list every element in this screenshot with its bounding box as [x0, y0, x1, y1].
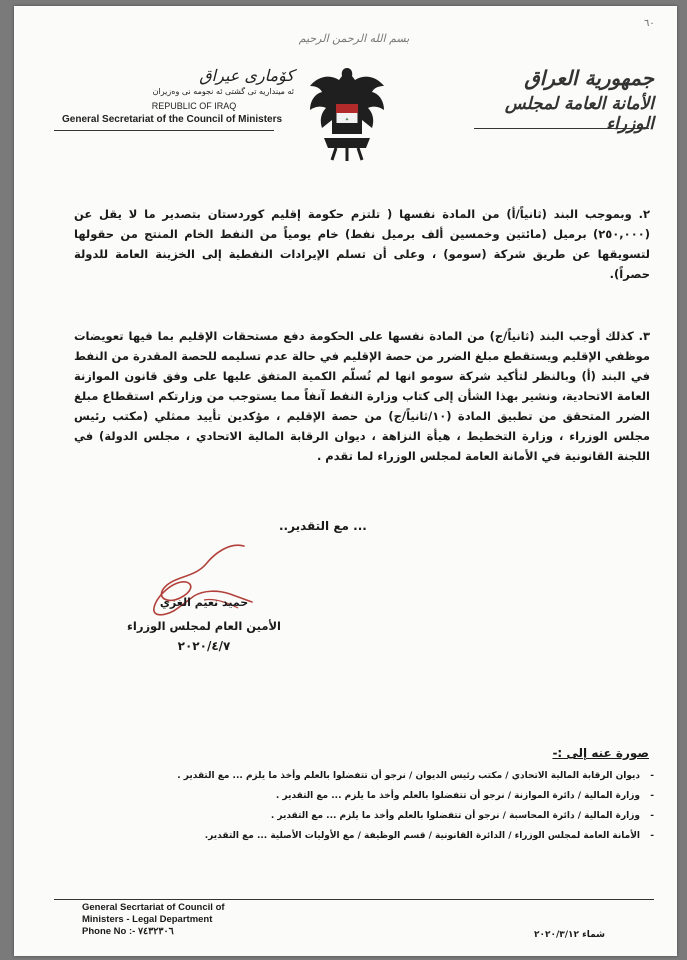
copy-recipient: - وزارة المالية / دائرة المحاسبة / نرجو أن تتفضلوا بالعلم وأخذ ما يلزم ... مع التقدير .: [94, 810, 654, 830]
header-left: [54, 66, 294, 125]
footer-line-2: Ministers - Legal Department: [82, 914, 213, 925]
document-page: [14, 6, 677, 956]
republic-arabic: جمهورية العراق: [524, 66, 654, 90]
footer-code: شماء ٢٠٢٠/٣/١٢: [534, 930, 606, 940]
closing-regards: ... مع التقدير..: [279, 519, 367, 533]
page-number: ٦٠: [644, 18, 655, 29]
paragraph-3: ٣. كذلك أوجب البند (ثانياً/ج) من المادة نفسها على الحكومة دفع مستحقات الإقليم بما فيها تعويضات موظفي الإقليم ويستقطع مبلغ الضرر من حصة الإقليم في حالة عدم تسليمه للحصة المقدرة من النفط في البند (أ) وبالنظر لتأكيد شركة سومو انها لم تُسلّم الكمية المتفق عليها على وفق قانون الموازنة العامة الاتحادية، ونشير بهذا الشأن إلى كتاب وزارة النفط آنفاً مما يستوجب من وزارتكم استقطاع مبلغ الضرر المتحقق من تطبيق المادة (١٠/ثانياً/ج) من حصة الإقليم ، مؤكدين تأييد ممثلي (مكتب رئيس مجلس الوزراء ، وزارة التخطيط ، هيأة النزاهة ، ديوان الرقابة المالية الاتحادي ، مجلس الدولة) في اللجنة القانونية في الأمانة العامة لمجلس الوزراء لما تقدم .: [73, 328, 650, 463]
iraq-eagle-emblem-icon: [306, 64, 388, 164]
header-left-rule: [54, 130, 274, 131]
signature-block: [124, 596, 284, 653]
copies-heading: [529, 746, 649, 760]
svg-text:✦: ✦: [344, 117, 350, 123]
footer-rule: [54, 899, 654, 900]
header-right: [474, 66, 654, 134]
basmala: بسم الله الرحمن الرحيم: [298, 32, 410, 45]
copies-heading-text: صورة عنه إلى :-: [552, 746, 649, 760]
footer-line-1: General Secrtariat of Council of: [82, 902, 225, 913]
copies-list: [94, 770, 654, 850]
footer-phone: Phone No :- ٧٤٣٢٣٠٦: [82, 926, 174, 937]
header-right-rule: [474, 128, 649, 129]
secretariat-label: General Secretariat of the Council of Ministers: [62, 114, 283, 125]
copy-recipient: - ديوان الرقابة المالية الاتحادي / مكتب رئيس الديوان / نرجو أن تتفضلوا بالعلم وأخذ ما يلزم ... مع التقدير .: [94, 770, 654, 790]
republic-label: REPUBLIC OF IRAQ: [151, 101, 237, 111]
paragraph-2: ٢. وبموجب البند (ثانياً/أ) من المادة نفسها ( تلتزم حكومة إقليم كوردستان بتصدير ما لا يقل عن (٢٥٠,٠٠٠) برميل (مائتين وخمسين ألف برميل نفط) خام يومياً من النفط الخام المنتج من حقولها لتسويقها عن طريق شركة (سومو) ، وعلى أن تسلم الإيرادات النفطية إلى الخزينة العامة للدولة حصراً).: [74, 206, 650, 281]
copy-recipient: - وزارة المالية / دائرة الموازنة / نرجو أن تتفضلوا بالعلم وأخذ ما يلزم ... مع التقدير .: [94, 790, 654, 810]
signatory-title: الأمين العام لمجلس الوزراء: [127, 619, 281, 633]
signature-date: ٢٠٢٠/٤/٧: [177, 639, 231, 653]
copy-recipient: - الأمانة العامة لمجلس الوزراء / الدائرة القانونية / قسم الوظيفة / مع الأوليات الأصلية ... مع التقدير.: [94, 830, 654, 850]
signatory-name: حميد نعيم الغزي: [159, 596, 249, 609]
kurdish-title: كۆمارى عيراق: [199, 66, 294, 85]
kurdish-subtitle: ئه مینداریه تی گشتی ئه نجومه نی وەزیران: [152, 87, 294, 96]
footer-department: [82, 902, 225, 938]
secretariat-arabic: الأمانة العامة لمجلس الوزراء: [504, 94, 654, 134]
